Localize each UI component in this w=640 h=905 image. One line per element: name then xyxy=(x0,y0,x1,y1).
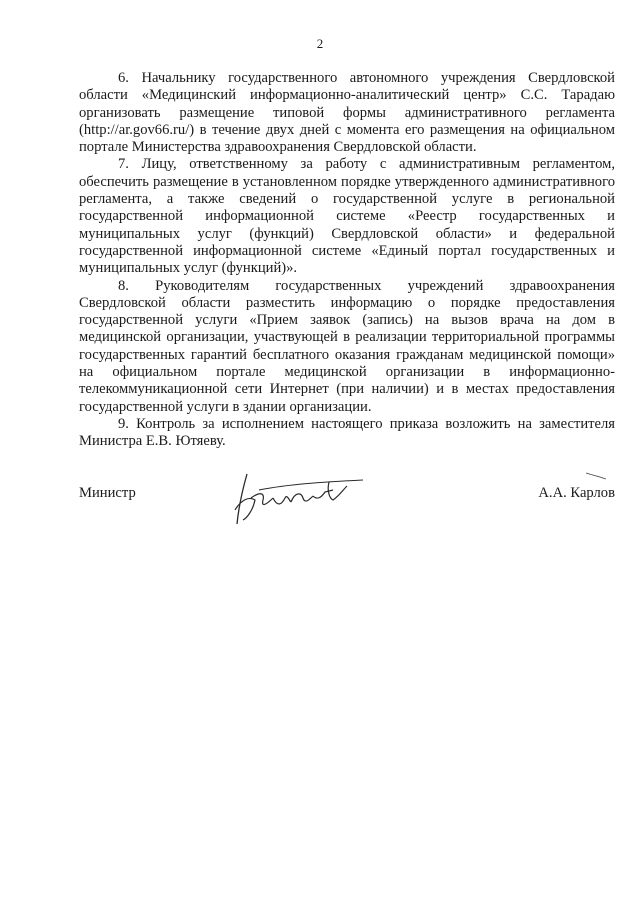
signature-mark xyxy=(584,470,608,482)
signatory-title: Министр xyxy=(79,485,136,501)
page-number: 2 xyxy=(316,36,324,51)
paragraph-6: 6. Начальнику государственного автономного учреждения Свердловской области «Медицинский информационно-аналитический центр» С.С. Тарадаю организовать размещение типовой формы административного регламента (http://ar.gov66.ru/) в течение двух дней с момента его размещения на официальном портале Министерства здравоохранения Свердловской области. xyxy=(79,70,615,156)
document-body xyxy=(79,70,615,451)
signatory-name: А.А. Карлов xyxy=(538,485,615,501)
signature-block xyxy=(79,470,615,540)
paragraph-8: 8. Руководителям государственных учреждений здравоохранения Свердловской области разместить информацию о порядке предоставления государственной услуги «Прием заявок (запись) на вызов врача на дом в медицинской организации, участвующей в реализации территориальной программы государственных гарантий бесплатного оказания гражданам медицинской помощи» на официальном портале медицинской организации в информационно-телекоммуникационной сети Интернет (при наличии) и в местах предоставления государственной услуги в здании организации. xyxy=(79,277,615,415)
paragraph-7: 7. Лицу, ответственному за работу с административным регламентом, обеспечить размещение в установленном порядке утвержденного административного регламента, а также сведений о государственной услуге в региональной государственной информационной системе «Реестр государственных и муниципальных услуг (функций) Свердловской области» и федеральной государственной информационной системе «Единый портал государственных и муниципальных услуг (функций)». xyxy=(79,156,615,277)
handwritten-signature xyxy=(229,470,369,532)
paragraph-9: 9. Контроль за исполнением настоящего приказа возложить на заместителя Министра Е.В. Ютяеву. xyxy=(79,415,615,450)
